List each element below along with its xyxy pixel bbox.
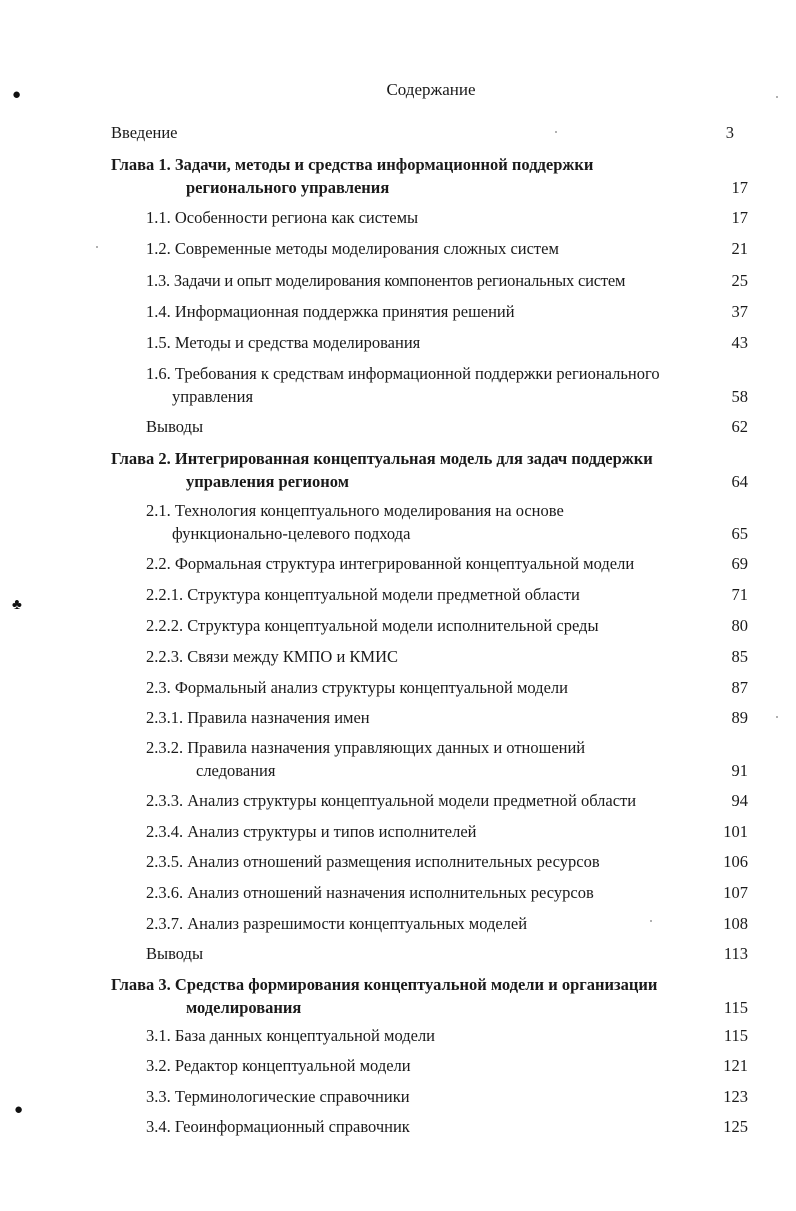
page-number: 91 <box>731 761 748 780</box>
entry-label: 2.3.6. Анализ отношений назначения исполнительных ресурсов <box>146 883 594 902</box>
page-number: 107 <box>723 883 748 902</box>
entry-label-continued: функционально-целевого подхода <box>172 524 411 543</box>
page-number: 64 <box>731 472 748 491</box>
entry-label: 2.3.3. Анализ структуры концептуальной модели предметной области <box>146 791 637 810</box>
entry-label: 2.3.2. Правила назначения управляющих данных и отношений <box>146 738 586 757</box>
entry-label: 3.1. База данных концептуальной модели <box>146 1026 436 1045</box>
entry-label: 2.3.4. Анализ структуры и типов исполнителей <box>146 822 477 841</box>
entry-label-continued: управления <box>172 387 254 406</box>
entry-label: 2.2.1. Структура концептуальной модели предметной области <box>146 585 580 604</box>
entry-label: 2.3.7. Анализ разрешимости концептуальных моделей <box>146 914 528 933</box>
page-number: 94 <box>731 791 748 810</box>
entry-label: 3.4. Геоинформационный справочник <box>146 1117 410 1136</box>
entry-label: Глава 3. Средства формирования концептуальной модели и организации <box>111 975 658 994</box>
entry-label: 1.1. Особенности региона как системы <box>146 208 419 227</box>
scan-speck <box>555 131 557 133</box>
entry-label: 2.3.5. Анализ отношений размещения исполнительных ресурсов <box>146 852 600 871</box>
page-number: 121 <box>723 1056 748 1075</box>
entry-label: Глава 1. Задачи, методы и средства информационной поддержки <box>111 155 594 174</box>
page-number: 80 <box>731 616 748 635</box>
entry-label: 1.2. Современные методы моделирования сложных систем <box>146 239 559 258</box>
entry-label: 1.3. Задачи и опыт моделирования компонентов региональных систем <box>146 271 626 290</box>
entry-label: 1.5. Методы и средства моделирования <box>146 333 421 352</box>
page-number: 115 <box>723 998 748 1017</box>
entry-label-continued: регионального управления <box>186 178 390 197</box>
entry-label-continued: моделирования <box>186 998 302 1017</box>
binder-mark-icon: ● <box>12 87 22 103</box>
page-number: 21 <box>731 239 748 258</box>
page-number: 17 <box>731 178 748 197</box>
page-number: 69 <box>731 554 748 573</box>
page-number: 125 <box>723 1117 748 1136</box>
binder-mark-icon: ♣ <box>12 597 22 613</box>
scan-speck <box>96 246 98 248</box>
entry-label: 2.2.2. Структура концептуальной модели исполнительной среды <box>146 616 599 635</box>
entry-label: 1.6. Требования к средствам информационной поддержки регионального <box>146 364 660 383</box>
entry-label: 3.2. Редактор концептуальной модели <box>146 1056 411 1075</box>
entry-label: 2.3.1. Правила назначения имен <box>146 708 370 727</box>
page-number: 43 <box>731 333 748 352</box>
page-number: 58 <box>731 387 748 406</box>
entry-label-continued: управления регионом <box>186 472 349 491</box>
page-number: 85 <box>731 647 748 666</box>
toc-title: Содержание <box>386 80 476 99</box>
scan-speck <box>776 716 778 718</box>
entry-label: 2.1. Технология концептуального моделирования на основе <box>146 501 564 520</box>
page-number: 115 <box>723 1026 748 1045</box>
entry-label: Введение <box>111 123 178 142</box>
entry-label: Выводы <box>146 944 204 963</box>
entry-label: Глава 2. Интегрированная концептуальная модель для задач поддержки <box>111 449 653 468</box>
entry-label-continued: следования <box>196 761 276 780</box>
entry-label: 2.2.3. Связи между КМПО и КМИС <box>146 647 399 666</box>
page-number: 113 <box>723 944 748 963</box>
page-number: 106 <box>723 852 748 871</box>
page-number: 123 <box>723 1087 748 1106</box>
page-number: 65 <box>731 524 748 543</box>
page-number: 17 <box>731 208 748 227</box>
page-number: 89 <box>731 708 748 727</box>
page-number: 71 <box>731 585 748 604</box>
entry-label: 1.4. Информационная поддержка принятия решений <box>146 302 515 321</box>
page-number: 62 <box>731 417 748 436</box>
entry-label: Выводы <box>146 417 204 436</box>
scan-speck <box>650 920 652 922</box>
entry-label: 2.3. Формальный анализ структуры концептуальной модели <box>146 678 568 697</box>
page-number: 101 <box>723 822 748 841</box>
binder-mark-icon: ● <box>14 1102 24 1118</box>
entry-label: 3.3. Терминологические справочники <box>146 1087 410 1106</box>
page-number: 3 <box>725 123 734 142</box>
page-number: 87 <box>731 678 748 697</box>
page-number: 37 <box>731 302 748 321</box>
entry-label: 2.2. Формальная структура интегрированной концептуальной модели <box>146 554 635 573</box>
page-number: 25 <box>731 271 748 290</box>
page-number: 108 <box>723 914 748 933</box>
